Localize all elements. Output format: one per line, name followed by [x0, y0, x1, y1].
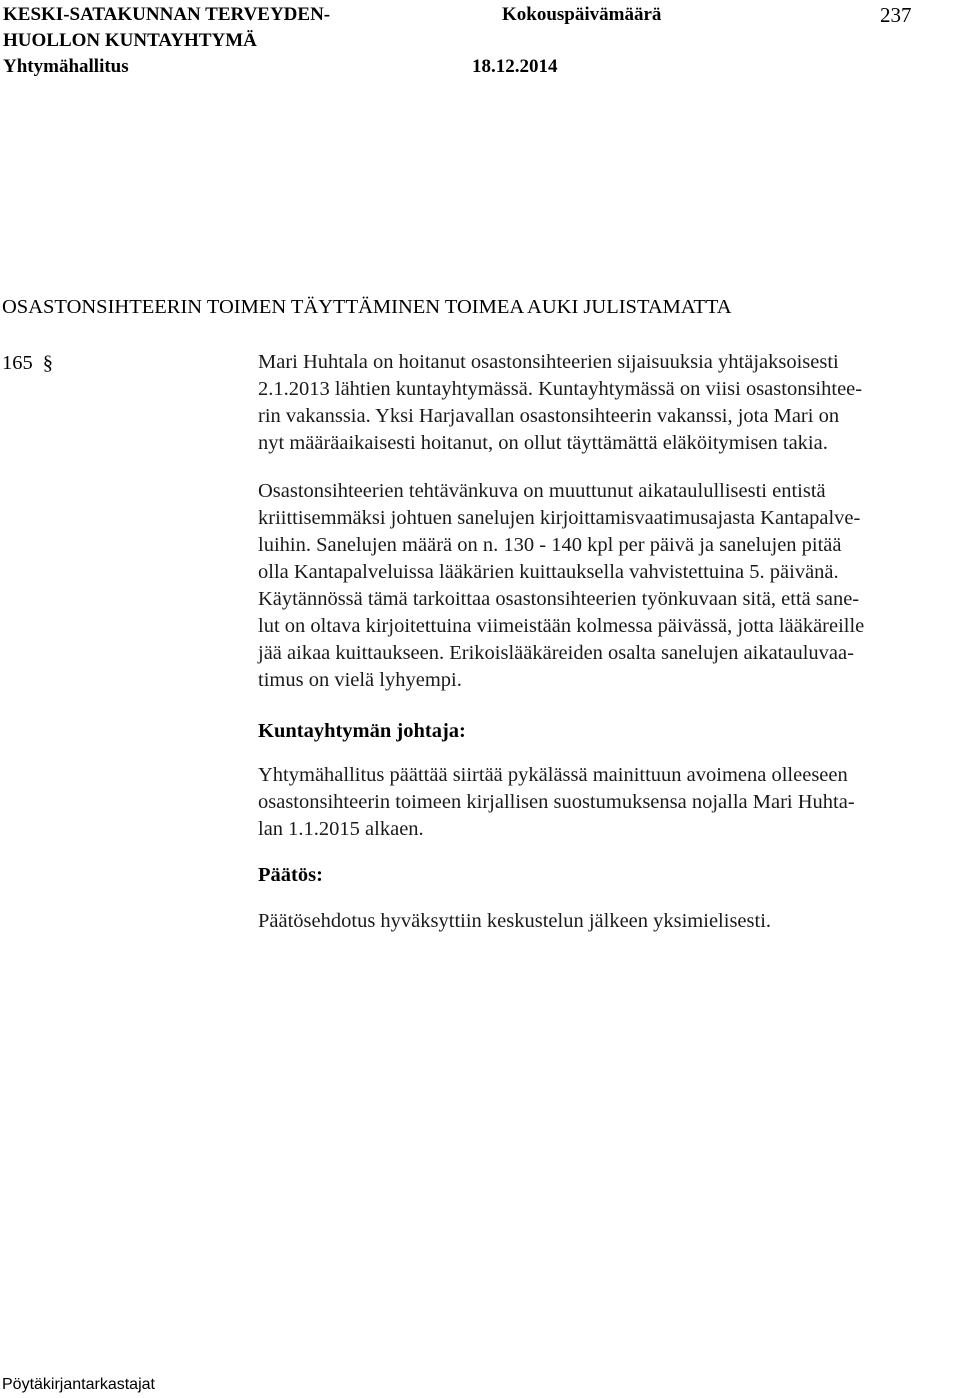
text-line: Mari Huhtala on hoitanut osastonsihteerien sijaisuuksia yhtäjaksoisesti: [258, 351, 839, 373]
text-line: lan 1.1.2015 alkaen.: [258, 818, 424, 840]
text-line: Päätösehdotus hyväksyttiin keskustelun jälkeen yksimielisesti.: [258, 910, 772, 932]
meeting-date-label: Kokouspäivämäärä: [502, 4, 662, 25]
text-line: timus on vielä lyhyempi.: [258, 669, 462, 691]
footer-minutes-checkers: Pöytäkirjantarkastajat: [2, 1376, 155, 1393]
text-line: lut on oltava kirjoitettuina viimeistään kolmessa päivässä, jotta lääkäreille: [258, 615, 865, 637]
meeting-date: 18.12.2014: [472, 56, 558, 77]
page-number: 237: [880, 3, 912, 27]
text-line: Yhtymähallitus päättää siirtää pykälässä mainittuun avoimena olleeseen: [258, 764, 848, 786]
paragraph-background: [258, 349, 958, 457]
text-line: rin vakanssia. Yksi Harjavallan osastonsihteerin vakanssi, jota Mari on: [258, 405, 840, 427]
text-line: 2.1.2013 lähtien kuntayhtymässä. Kuntayhtymässä on viisi osastonsihtee-: [258, 378, 863, 400]
paragraph-job-description: [258, 478, 958, 694]
paragraph-decision: [258, 908, 958, 935]
text-line: kriittisemmäksi johtuen sanelujen kirjoittamisvaatimusajasta Kantapalve-: [258, 507, 861, 529]
section-number: [2, 349, 53, 377]
section-number-value: 165: [2, 352, 33, 374]
document-title: OSASTONSIHTEERIN TOIMEN TÄYTTÄMINEN TOIMEA AUKI JULISTAMATTA: [2, 296, 732, 318]
text-line: olla Kantapalveluissa lääkärien kuittauksella vahvistettuina 5. päivänä.: [258, 561, 839, 583]
organization-name-line2: HUOLLON KUNTAYHTYMÄ: [3, 30, 257, 51]
heading-director-proposal: Kuntayhtymän johtaja:: [258, 720, 466, 742]
section-sign-icon: §: [42, 352, 53, 374]
heading-decision: Päätös:: [258, 864, 323, 886]
text-line: nyt määräaikaisesti hoitanut, on ollut täyttämättä eläköitymisen takia.: [258, 432, 828, 454]
board-name: Yhtymähallitus: [3, 56, 129, 77]
text-line: osastonsihteerin toimeen kirjallisen suostumuksensa nojalla Mari Huhta-: [258, 791, 855, 813]
organization-name-line1: KESKI-SATAKUNNAN TERVEYDEN-: [3, 4, 331, 25]
text-line: jää aikaa kuittaukseen. Erikoislääkäreiden osalta sanelujen aikatauluvaa-: [258, 642, 854, 664]
text-line: Käytännössä tämä tarkoittaa osastonsihteerien työnkuvaan sitä, että sane-: [258, 588, 860, 610]
text-line: Osastonsihteerien tehtävänkuva on muuttunut aikataulullisesti entistä: [258, 480, 826, 502]
paragraph-proposal: [258, 762, 958, 843]
text-line: luihin. Sanelujen määrä on n. 130 - 140 kpl per päivä ja sanelujen pitää: [258, 534, 842, 556]
